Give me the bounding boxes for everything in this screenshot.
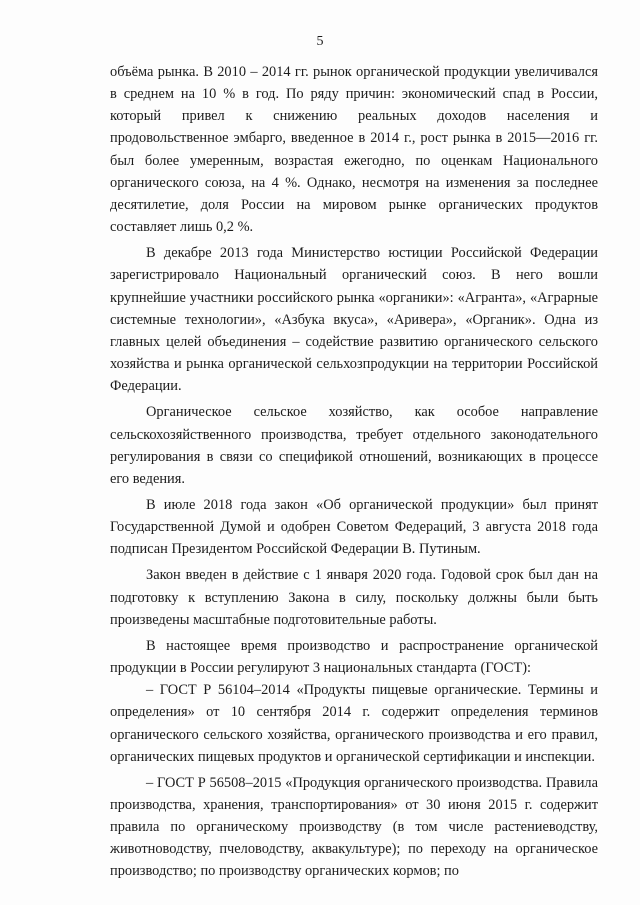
paragraph-6: В настоящее время производство и распространение органической продукции в России регулируют 3 национальных стандарта (ГОСТ): [110, 637, 598, 677]
paragraph-2: В декабре 2013 года Министерство юстиции Российской Федерации зарегистрировало Национальный органический союз. В него вошли крупнейшие участники российского рынка «органики»: «Агранта», «Аграрные системные технологии», «Азбука вкуса», «Аривера», «Органик». Одна из главных целей объединения – содействие развитию органического сельского хозяйства и рынка органической сельхозпродукции на территории Российской Федерации. [110, 245, 598, 395]
body-text [110, 61, 598, 883]
paragraph-7: – ГОСТ Р 56104–2014 «Продукты пищевые органические. Термины и определения» от 10 сентября 2014 г. содержит определения терминов органического сельского хозяйства, органического производства и его правил, органических пищевых продуктов и органической сертификации и инспекции. [110, 682, 598, 765]
paragraph-4: В июле 2018 года закон «Об органической продукции» был принят Государственной Думой и одобрен Советом Федераций, 3 августа 2018 года подписан Президентом Российской Федерации В. Путиным. [110, 496, 598, 558]
paragraph-3: Органическое сельское хозяйство, как особое направление сельскохозяйственного производства, требует отдельного законодательного регулирования в связи со спецификой отношений, возникающих в процессе его ведения. [110, 404, 598, 487]
page-number: 5 [316, 34, 324, 49]
paragraph-1: объёма рынка. В 2010 – 2014 гг. рынок органической продукции увеличивался в среднем на 10 % в год. По ряду причин: экономический спад в России, который привел к снижению реальных доходов населения и продовольственное эмбарго, введенное в 2014 г., рост рынка в 2015—2016 гг. был более умеренным, возрастая ежегодно, по оценкам Национального органического союза, на 4 %. Однако, несмотря на изменения за последнее десятилетие, доля России на мировом рынке органических продуктов составляет лишь 0,2 %. [110, 64, 598, 236]
paragraph-5: Закон введен в действие с 1 января 2020 года. Годовой срок был дан на подготовку к вступлению Закона в силу, поскольку должны были быть произведены масштабные подготовительные работы. [110, 567, 598, 628]
paragraph-8: – ГОСТ Р 56508–2015 «Продукция органического производства. Правила производства, хранения, транспортирования» от 30 июня 2015 г. содержит правила по органическому производству (в том числе растениеводству, животноводству, пчеловодству, аквакультуре); по переходу на органическое производство; по производству органических кормов; по [110, 774, 598, 880]
